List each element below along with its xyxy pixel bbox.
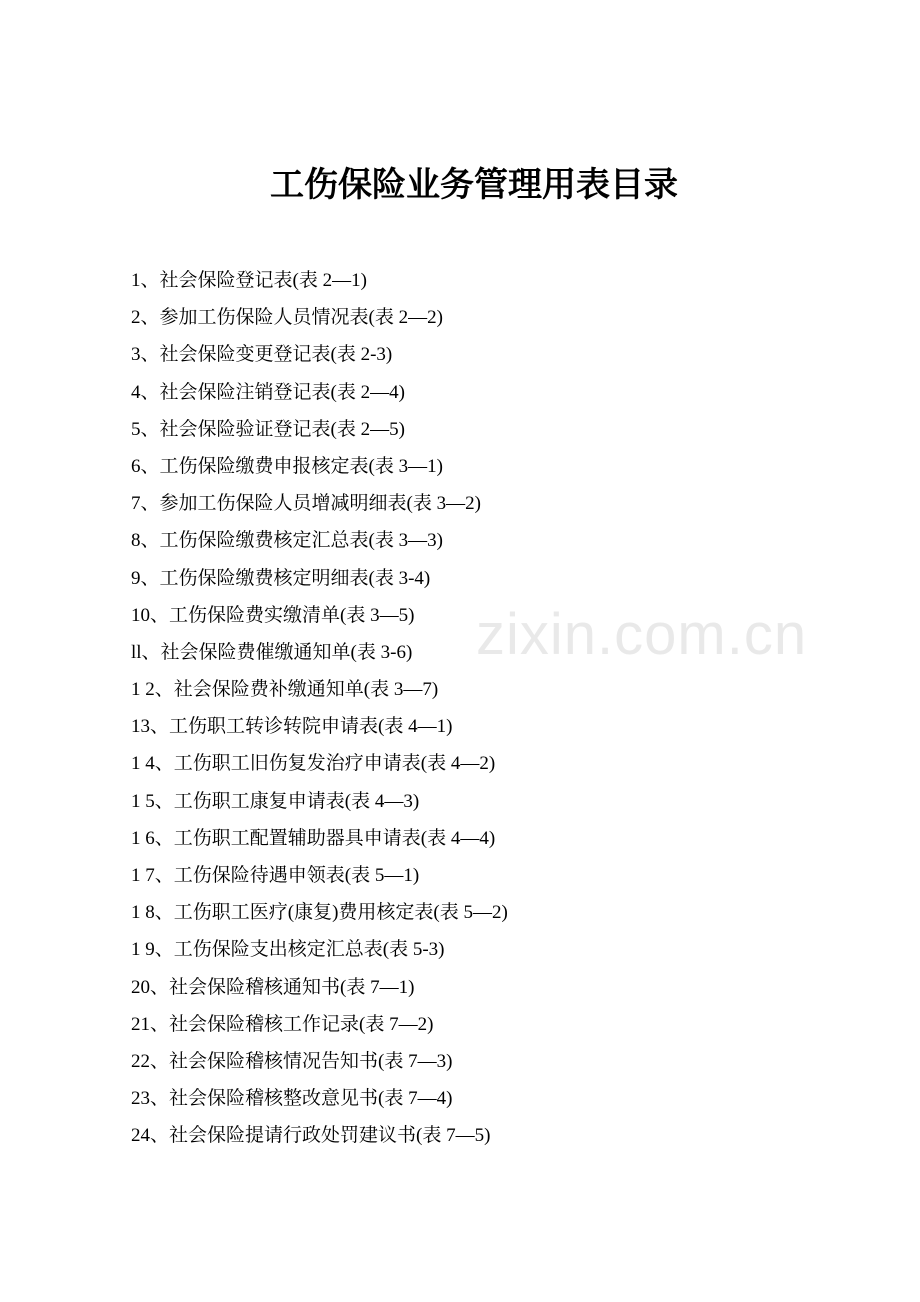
toc-item: 3、社会保险变更登记表(表 2-3)	[131, 344, 393, 366]
toc-item: 1 4、工伤职工旧伤复发治疗申请表(表 4—2)	[131, 753, 496, 775]
toc-item: 1 9、工伤保险支出核定汇总表(表 5-3)	[131, 939, 445, 961]
toc-item: 7、参加工伤保险人员增减明细表(表 3—2)	[131, 493, 481, 515]
page-title: 工伤保险业务管理用表目录	[270, 167, 678, 204]
watermark-text: zixin.com.cn	[476, 602, 808, 667]
toc-item: 13、工伤职工转诊转院申请表(表 4—1)	[131, 716, 453, 738]
toc-item: 1 2、社会保险费补缴通知单(表 3—7)	[131, 679, 439, 701]
toc-item: 20、社会保险稽核通知书(表 7—1)	[131, 976, 415, 998]
table-of-contents	[131, 262, 508, 1155]
toc-item: 8、工伤保险缴费核定汇总表(表 3—3)	[131, 530, 443, 552]
toc-item: 1 8、工伤职工医疗(康复)费用核定表(表 5—2)	[131, 902, 508, 924]
toc-item: 4、社会保险注销登记表(表 2—4)	[131, 381, 405, 403]
toc-item: 2、参加工伤保险人员情况表(表 2—2)	[131, 307, 443, 329]
toc-item: 22、社会保险稽核情况告知书(表 7—3)	[131, 1050, 453, 1072]
toc-item: 1、社会保险登记表(表 2—1)	[131, 270, 367, 291]
toc-item: 23、社会保险稽核整改意见书(表 7—4)	[131, 1088, 453, 1110]
toc-item: 5、社会保险验证登记表(表 2—5)	[131, 418, 405, 440]
toc-item: 24、社会保险提请行政处罚建议书(表 7—5)	[131, 1125, 491, 1147]
toc-item: 21、社会保险稽核工作记录(表 7—2)	[131, 1013, 434, 1035]
toc-item: 1 5、工伤职工康复申请表(表 4—3)	[131, 790, 420, 812]
toc-item: 10、工伤保险费实缴清单(表 3—5)	[131, 604, 415, 626]
toc-item: 9、工伤保险缴费核定明细表(表 3-4)	[131, 567, 431, 589]
toc-item: 1 6、工伤职工配置辅助器具申请表(表 4—4)	[131, 827, 496, 849]
toc-item: 6、工伤保险缴费申报核定表(表 3—1)	[131, 455, 443, 477]
toc-item: ll、社会保险费催缴通知单(表 3-6)	[131, 641, 413, 663]
toc-item: 1 7、工伤保险待遇申领表(表 5—1)	[131, 865, 420, 886]
